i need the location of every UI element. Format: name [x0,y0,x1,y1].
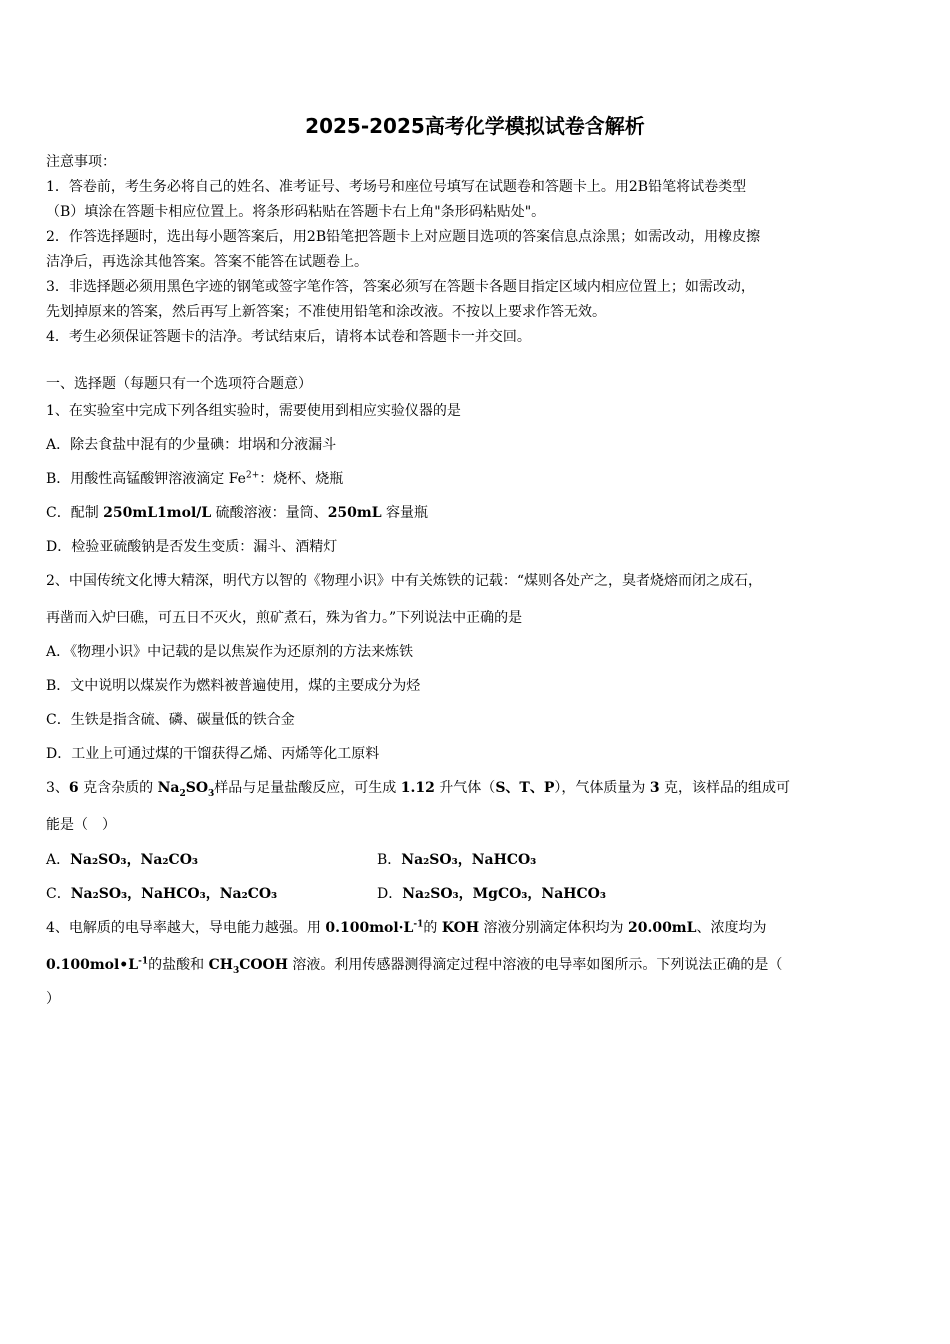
q1-option-c-vol: 250mL [327,505,382,521]
q3-stem-line1 [46,777,790,799]
q1-option-c-tail: 容量瓶 [381,505,429,521]
notice-line: 先划掉原来的答案，然后再写上新答案；不准使用铅笔和涂改液。不按以上要求作答无效。 [46,304,606,320]
notice-line: 3．非选择题必须用黑色字迹的钢笔或签字笔作答，答案必须写在答题卡各题目指定区域内相应位置上；如需改动， [46,279,755,295]
notice-block [46,150,906,350]
q3-stem-volume: 1.12 [400,780,435,796]
q2-option-c: C．生铁是指含硫、磷、碳量低的铁合金 [46,712,295,728]
q3-stem-num: 3、 [46,780,69,796]
q3-stem-gasmass: 3 [649,780,660,796]
q2-option-a: A．《物理小识》中记载的是以焦炭作为还原剂的方法来炼铁 [46,644,414,660]
q3-stem-text: 升气体（ [434,780,496,796]
q1-option-d: D．检验亚硫酸钠是否发生变质：漏斗、酒精灯 [46,539,338,555]
q2-option-d: D．工业上可通过煤的干馏获得乙烯、丙烯等化工原料 [46,746,380,762]
q2-option-b: B．文中说明以煤炭作为燃料被普遍使用，煤的主要成分为烃 [46,678,421,694]
q1-option-a: A．除去食盐中混有的少量碘：坩埚和分液漏斗 [46,437,337,453]
notice-line: （B）填涂在答题卡相应位置上。将条形码粘贴在答题卡右上角"条形码粘贴处"。 [46,204,546,220]
notice-heading: 注意事项： [46,154,116,170]
q2-stem-line1: 2、中国传统文化博大精深，明代方以智的《物理小识》中有关炼铁的记载：“煤则各处产之，臭者烧熔而闭之成石， [46,573,763,589]
q1-option-c-text: C．配制 [46,505,104,521]
q3-option-a: A．Na₂SO₃，Na₂CO₃ [46,852,199,868]
q2-stem-line2: 再凿而入炉曰礁，可五日不灭火，煎矿煮石，殊为省力。”下列说法中正确的是 [46,610,523,626]
q1-stem: 1、在实验室中完成下列各组实验时，需要使用到相应实验仪器的是 [46,403,461,419]
q4-stem-line1: 4、电解质的电导率越大，导电能力越强。用 $0.100mol\cdot L^{-1}$的 KOH 溶液分别滴定体积均为 20.00mL、浓度均为 [46,919,767,936]
q3-option-b: B．Na₂SO₃，NaHCO₃ [377,852,537,868]
q3-stem-text: ），气体质量为 [554,780,650,796]
section-title: 一、选择题（每题只有一个选项符合题意） [46,376,312,392]
q1-option-c-mid: 硫酸溶液：量筒、 [211,505,328,521]
q4-stem-line3: ） [46,991,60,1007]
q3-stem-line2: 能是（ ） [46,817,116,833]
q3-stem-text: 克含杂质的 [78,780,158,796]
q1-option-b-charge: 2+ [245,470,260,481]
page-title: 2025-2025高考化学模拟试卷含解析 [305,114,645,138]
q1-option-b-text: B．用酸性高锰酸钾溶液滴定 Fe [46,471,246,487]
q1-option-b-tail: ：烧杯、烧瓶 [259,471,344,487]
q3-stem-text: 克，该样品的组成可 [659,780,791,796]
q4-stem-line2: $0.100mol•L^{-1}$的盐酸和 $CH_3COOH$ 溶液。利用传感器测得滴定过程中溶液的电导率如图所示。下列说法正确的是（ [46,956,783,976]
notice-line: 1．答卷前，考生务必将自己的姓名、准考证号、考场号和座位号填写在试题卷和答题卡上。用2B铅笔将试卷类型 [46,179,747,195]
q1-option-c-conc: 250mL1mol/L [103,505,212,521]
q3-stem-stp: S、T、P [495,780,555,796]
q3-stem-formula: $Na_2SO_3$ [157,780,215,799]
q3-stem-text: 样品与足量盐酸反应，可生成 [214,780,401,796]
q3-option-c: C．Na₂SO₃，NaHCO₃，Na₂CO₃ [46,886,278,902]
notice-line: 4．考生必须保证答题卡的洁净。考试结束后，请将本试卷和答题卡一并交回。 [46,329,531,345]
q1-option-b [46,468,343,490]
notice-line: 2．作答选择题时，选出每小题答案后，用2B铅笔把答题卡上对应题目选项的答案信息点涂黑；如需改动，用橡皮擦 [46,229,761,245]
q1-option-c [46,502,428,524]
q3-stem-mass: 6 [68,780,79,796]
q3-option-d: D．Na₂SO₃，MgCO₃，NaHCO₃ [377,886,606,902]
notice-line: 洁净后，再选涂其他答案。答案不能答在试题卷上。 [46,254,368,270]
